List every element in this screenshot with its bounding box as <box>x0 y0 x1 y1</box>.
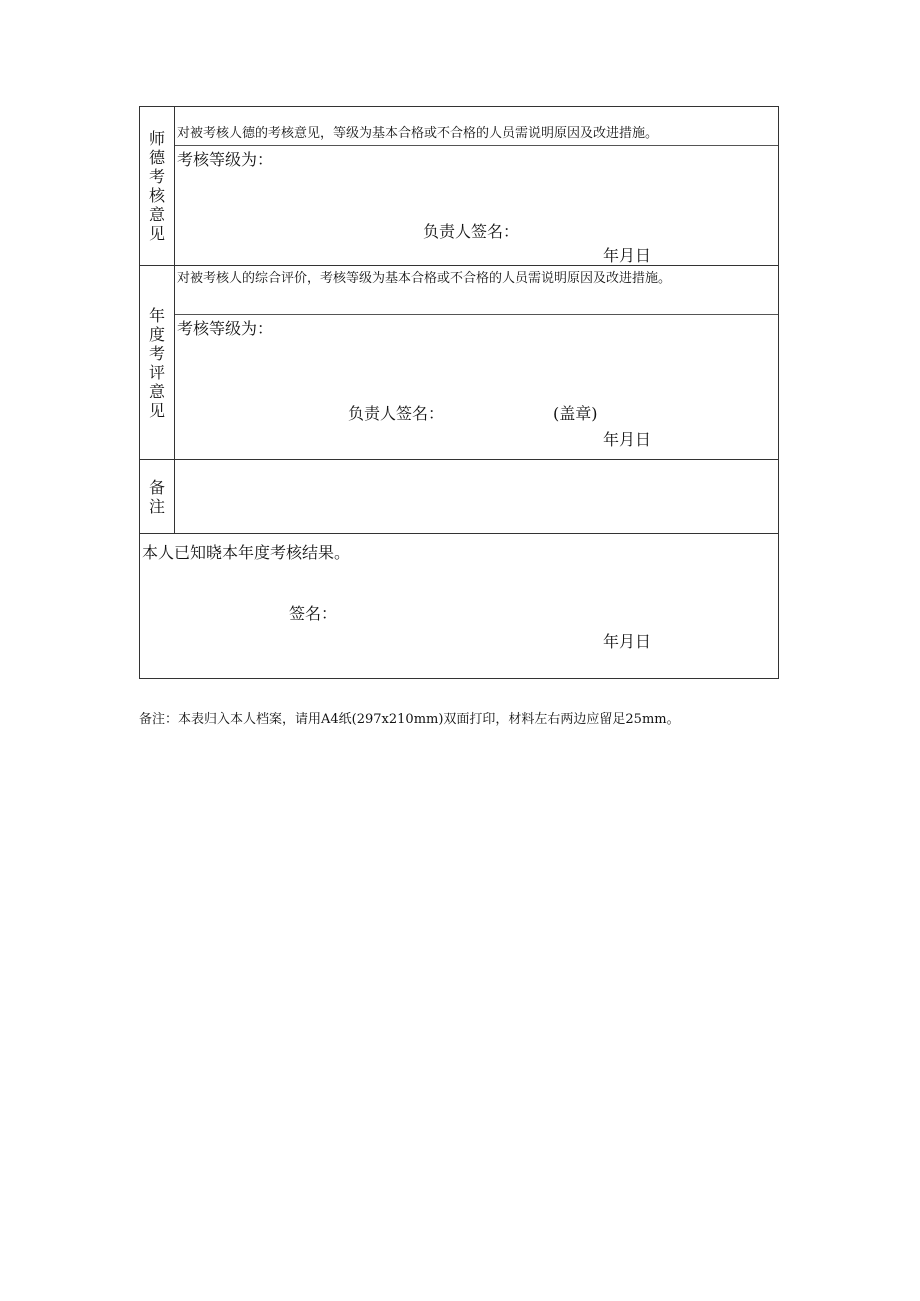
ethics-signer-label: 负责人签名： <box>423 222 520 241</box>
annual-evaluation-row <box>140 266 778 460</box>
acknowledgement-date-label: 年月日 <box>603 632 652 651</box>
remarks-content-cell <box>175 460 778 533</box>
assessment-form-table <box>139 106 779 679</box>
annual-seal-label: (盖章) <box>553 404 598 423</box>
acknowledgement-statement: 本人已知晓本年度考核结果。 <box>142 543 351 562</box>
annual-date-label: 年月日 <box>603 430 652 449</box>
ethics-assessment-row <box>140 107 778 266</box>
remarks-row <box>140 460 778 534</box>
annual-signer-label: 负责人签名： <box>348 404 445 423</box>
annual-row-label: 年度考评意见 <box>148 305 165 420</box>
acknowledgement-signature-label: 签名： <box>289 604 338 623</box>
annual-row-header <box>140 266 175 459</box>
annual-instruction: 对被考核人的综合评价，考核等级为基本合格或不合格的人员需说明原因及改进措施。 <box>175 266 778 315</box>
acknowledgement-row <box>140 534 778 678</box>
ethics-grade-label: 考核等级为： <box>177 150 274 169</box>
ethics-content-cell <box>175 107 778 265</box>
remarks-row-label: 备注 <box>148 477 165 516</box>
ethics-date-label: 年月日 <box>603 247 652 265</box>
form-footnote: 备注：本表归入本人档案，请用A4纸(297x210mm)双面打印，材料左右两边应留足25mm。 <box>139 712 680 727</box>
annual-grade-label: 考核等级为： <box>177 319 274 338</box>
ethics-row-label: 师德考核意见 <box>148 129 165 243</box>
remarks-row-header <box>140 460 175 533</box>
annual-content-cell <box>175 266 778 459</box>
ethics-instruction: 对被考核人德的考核意见，等级为基本合格或不合格的人员需说明原因及改进措施。 <box>175 125 778 146</box>
ethics-row-header <box>140 107 175 265</box>
